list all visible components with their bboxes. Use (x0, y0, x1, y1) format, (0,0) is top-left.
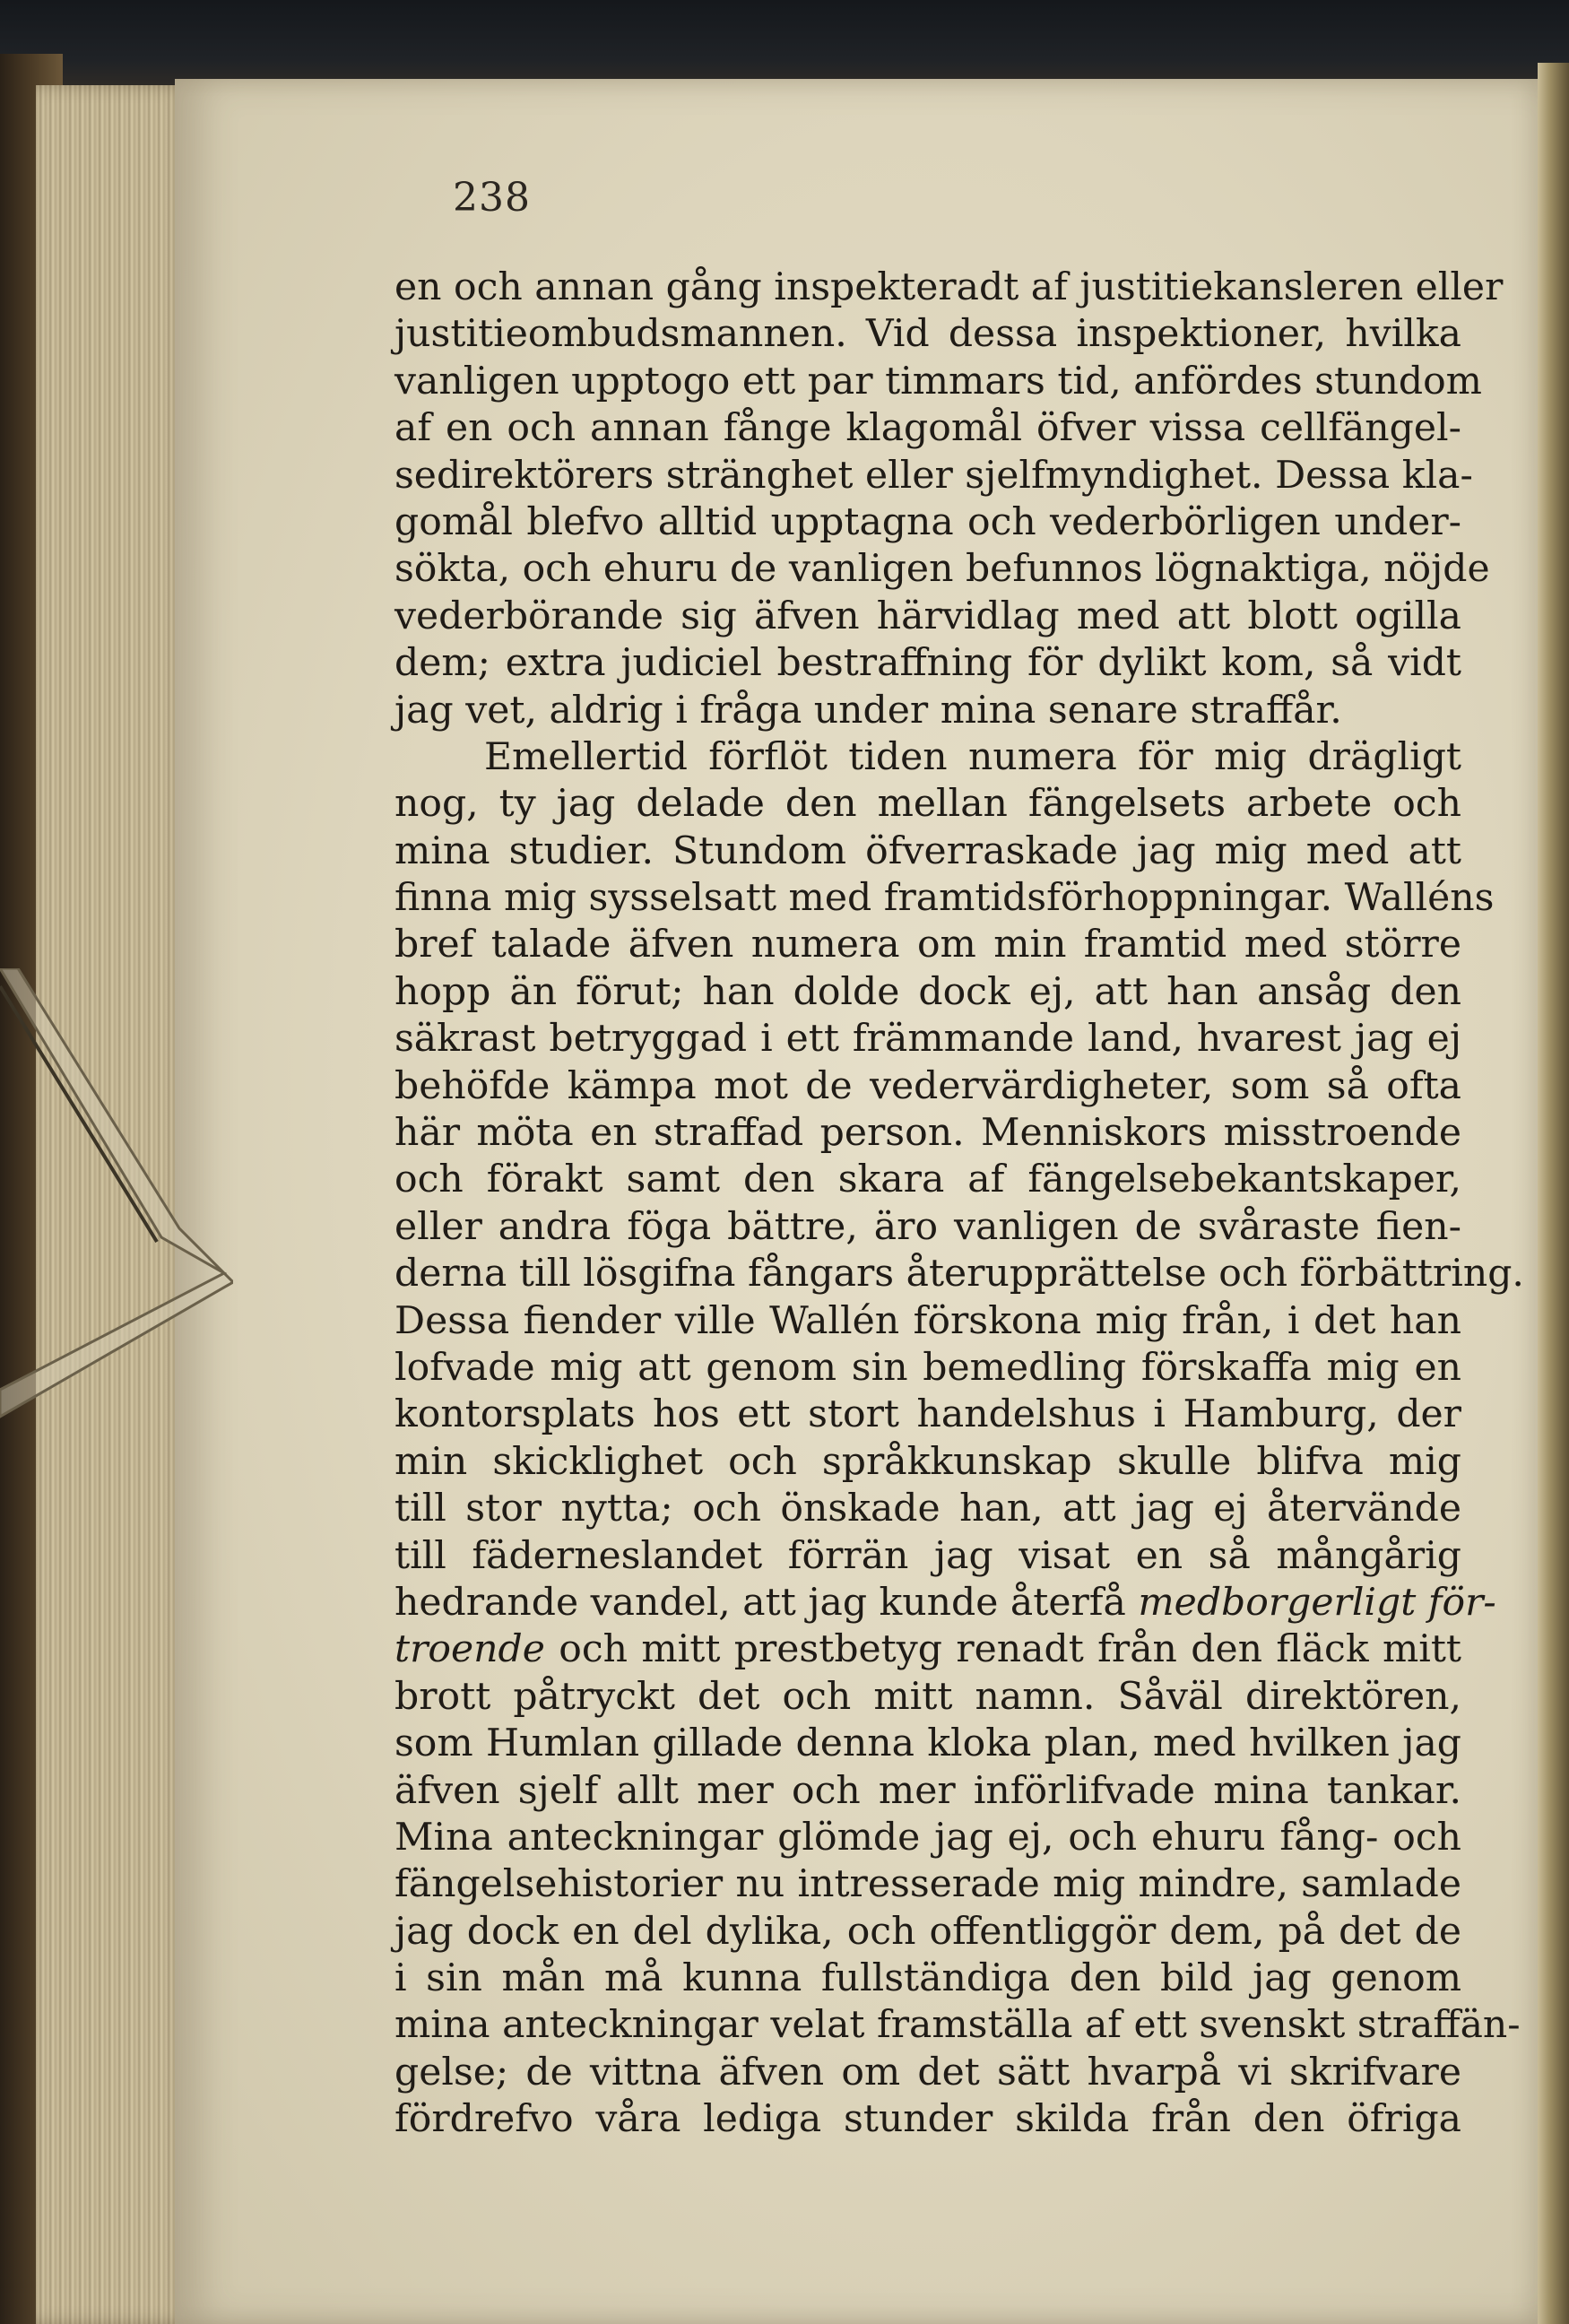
line-text: af en och annan fånge klagomål öfver vissa cellfängel- (394, 406, 1461, 451)
line-text: här möta en straffad person. Menniskors misstroende (394, 1111, 1461, 1156)
line-text: jag vet, aldrig i fråga under mina senare straffår. (394, 688, 1342, 733)
emphasis-text: troende (394, 1627, 545, 1672)
line-text: justitieombudsmannen. Vid dessa inspektioner, hvilka (394, 312, 1461, 357)
line-text: nog, ty jag delade den mellan fängelsets arbete och (394, 782, 1461, 827)
page-edges (36, 85, 188, 2324)
text-line (394, 2096, 1461, 2143)
text-line (394, 546, 1490, 593)
line-text: sedirektörers stränghet eller sjelfmyndighet. Dessa kla- (394, 453, 1473, 498)
text-line (394, 2002, 1521, 2049)
text-line (394, 1063, 1461, 1110)
text-line (394, 264, 1504, 311)
line-text: derna till lösgifna fångars återupprättelse och förbättring. (394, 1252, 1524, 1296)
line-text: sökta, och ehuru de vanligen befunnos lögnaktiga, nöjde (394, 547, 1490, 592)
text-line (394, 734, 1461, 781)
line-text: dem; extra judiciel bestraffning för dylikt kom, så vidt (394, 641, 1461, 686)
line-text: min skicklighet och språkkunskap skulle blifva mig (394, 1439, 1461, 1484)
text-line (394, 1157, 1461, 1203)
line-text: fängelsehistorier nu intresserade mig mindre, samlade (394, 1862, 1461, 1907)
text-line (394, 1439, 1461, 1486)
line-text: Mina anteckningar glömde jag ej, och ehuru fång- och (394, 1815, 1461, 1860)
line-text: till fäderneslandet förrän jag visat en så mångårig (394, 1533, 1461, 1578)
text-line (394, 1486, 1461, 1532)
line-text: gelse; de vittna äfven om det sätt hvarpå vi skrifvare (394, 2050, 1461, 2094)
line-text: eller andra föga bättre, äro vanligen de svåraste fien- (394, 1204, 1461, 1249)
text-line (394, 1204, 1461, 1251)
line-text: och mitt prestbetyg renadt från den fläck mitt (544, 1627, 1461, 1672)
text-line (394, 594, 1461, 640)
gutter-right (1538, 63, 1569, 2324)
text-line (394, 1580, 1496, 1626)
line-text: mina anteckningar velat framställa af ett svenskt straffän- (394, 2003, 1521, 2048)
line-text: jag dock en del dylika, och offentliggör dem, på det de (394, 1909, 1461, 1954)
text-line (394, 1298, 1461, 1345)
line-text: till stor nytta; och önskade han, att jag ej återvände (394, 1487, 1461, 1531)
line-text: fördrefvo våra lediga stunder skilda från den öfriga (394, 2097, 1461, 2142)
emphasis-text: medborgerligt för- (1138, 1580, 1496, 1625)
text-line (394, 640, 1461, 687)
line-text: lofvade mig att genom sin bemedling förskaffa mig en (394, 1345, 1461, 1390)
text-line (394, 1626, 1461, 1673)
text-line (394, 1110, 1461, 1157)
line-text: bref talade äfven numera om min framtid med större (394, 923, 1461, 967)
text-line (394, 1721, 1461, 1767)
page-number: 238 (453, 175, 531, 221)
line-text: en och annan gång inspekteradt af justitiekansleren eller (394, 265, 1504, 309)
text-line (394, 688, 1461, 734)
body-text (394, 264, 1524, 2144)
line-text: hedrande vandel, att jag kunde återfå (394, 1580, 1139, 1625)
line-text: och förakt samt den skara af fängelsebekantskaper, (394, 1158, 1461, 1202)
line-text: i sin mån må kunna fullständiga den bild jag genom (394, 1956, 1461, 2001)
text-line (394, 969, 1461, 1016)
text-line (394, 453, 1473, 499)
line-text: kontorsplats hos ett stort handelshus i Hamburg, der (394, 1392, 1461, 1437)
text-line (394, 875, 1495, 922)
text-line (394, 1861, 1461, 1908)
line-text: mina studier. Stundom öfverraskade jag mig med att (394, 828, 1461, 873)
text-line (394, 405, 1461, 452)
line-text: Emellertid förflöt tiden numera för mig drägligt (484, 734, 1461, 779)
line-text: vederbörande sig äfven härvidlag med att blott ogilla (394, 594, 1461, 638)
text-line (394, 1815, 1461, 1861)
text-line (394, 2050, 1461, 2096)
text-line (394, 1674, 1461, 1721)
line-text: äfven sjelf allt mer och mer införlifvade mina tankar. (394, 1768, 1461, 1813)
text-line (394, 1909, 1461, 1955)
text-line (394, 781, 1461, 828)
text-line (394, 359, 1482, 405)
text-line (394, 1768, 1461, 1815)
text-line (394, 828, 1461, 875)
line-text: finna mig sysselsatt med framtidsförhoppningar. Walléns (394, 876, 1495, 921)
line-text: behöfde kämpa mot de vedervärdigheter, som så ofta (394, 1063, 1461, 1108)
text-line (394, 1392, 1461, 1438)
line-text: gomål blefvo alltid upptagna och vederbörligen under- (394, 499, 1461, 544)
text-line (394, 1251, 1524, 1297)
text-line (394, 922, 1461, 968)
text-line (394, 1345, 1461, 1392)
text-line (394, 311, 1461, 358)
line-text: vanligen upptogo ett par timmars tid, anfördes stundom (394, 359, 1482, 403)
line-text: Dessa fiender ville Wallén förskona mig från, i det han (394, 1298, 1461, 1343)
text-line (394, 499, 1461, 546)
line-text: som Humlan gillade denna kloka plan, med hvilken jag (394, 1721, 1461, 1766)
line-text: brott påtryckt det och mitt namn. Såväl direktören, (394, 1674, 1461, 1719)
line-text: säkrast betryggad i ett främmande land, hvarest jag ej (394, 1017, 1461, 1062)
line-text: hopp än förut; han dolde dock ej, att han ansåg den (394, 969, 1461, 1014)
text-line (394, 1016, 1461, 1062)
text-line (394, 1955, 1461, 2002)
text-line (394, 1533, 1461, 1580)
